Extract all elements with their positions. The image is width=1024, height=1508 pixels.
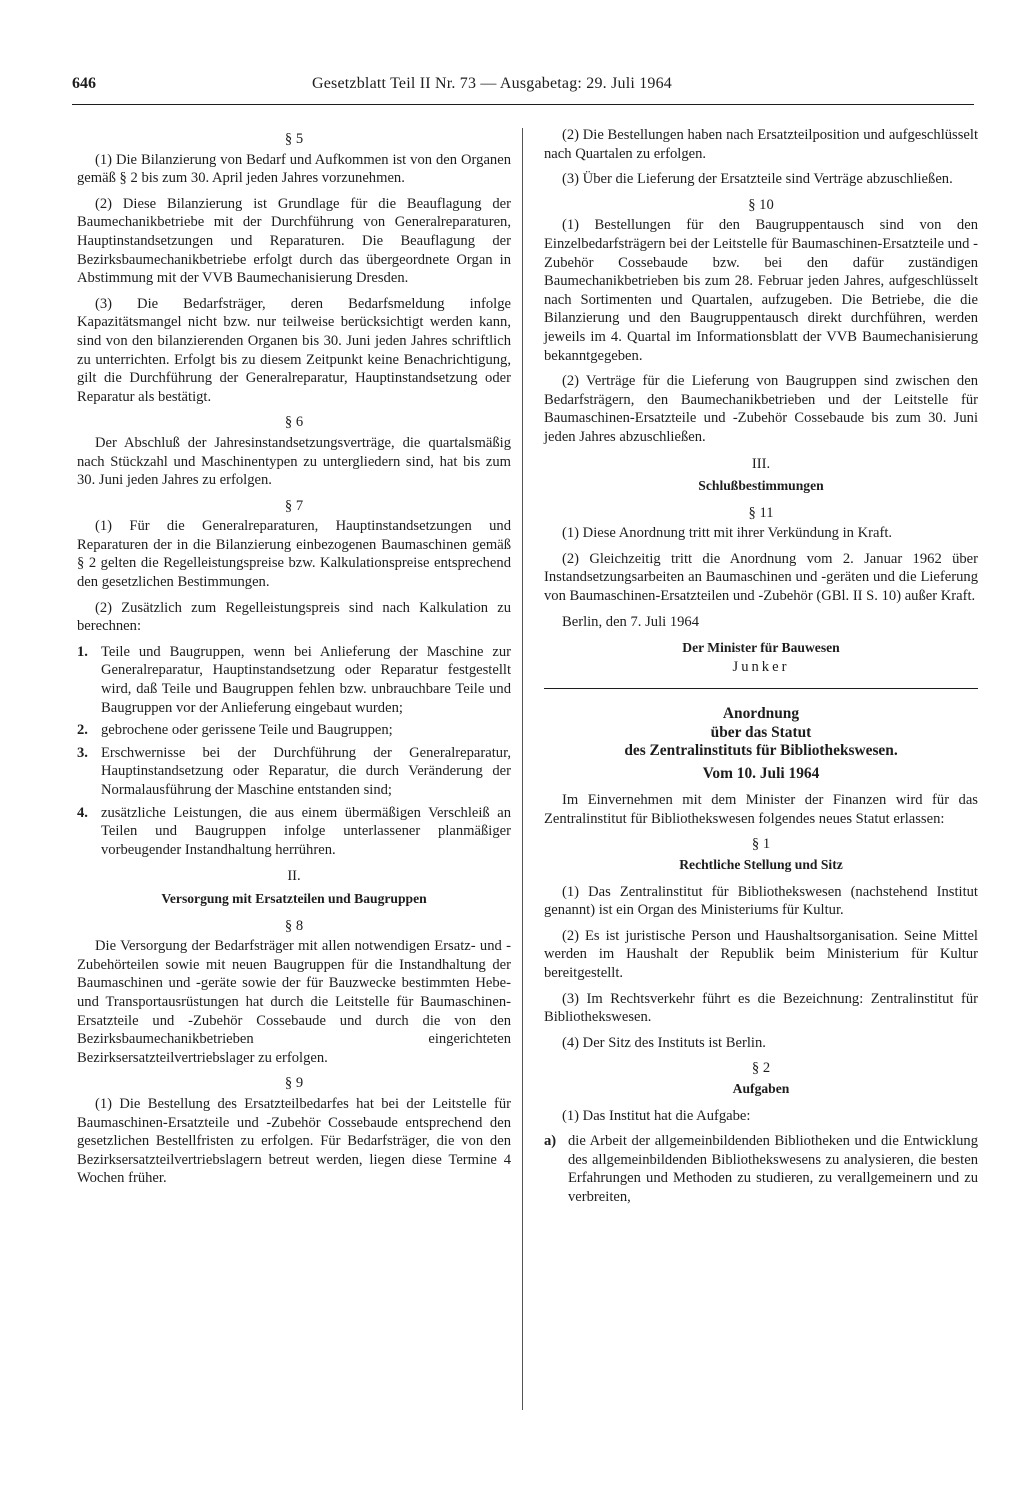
list-item-label: a) <box>544 1133 557 1150</box>
part-3-numeral: III. <box>751 455 771 472</box>
signer-name: Junker <box>732 658 790 675</box>
signer-title: Der Minister für Bauwesen <box>682 640 840 656</box>
section-5-para-1: (1) Die Bilanzierung von Bedarf und Aufkommen ist von den Organen gemäß § 2 bis zum 30. April jeden Jahres vorzunehmen. <box>77 151 511 187</box>
statute-section-1-para-2: (2) Es ist juristische Person und Haushaltsorganisation. Seine Mittel werden im Haushalt der Republik beim Ministerium für Kultur bereitgestellt. <box>544 927 978 981</box>
statute-section-1-para-3: (3) Im Rechtsverkehr führt es die Bezeichnung: Zentralinstitut für Bibliothekswesen. <box>544 990 978 1026</box>
statute-section-2-list <box>544 1132 978 1206</box>
section-9-para-2: (2) Die Bestellungen haben nach Ersatzteilposition und aufgeschlüsselt nach Quartalen zu erfolgen. <box>544 127 978 162</box>
header-rule <box>72 104 974 105</box>
header-title: Gesetzblatt Teil II Nr. 73 — Ausgabetag: 29. Juli 1964 <box>312 75 672 92</box>
section-6-para-1: Der Abschluß der Jahresinstandsetzungsverträge, die quartalsmäßig nach Stückzahl und Maschinentypen zu untergliedern sind, hat bis zum 30. Juni jeden Jahres zu erfolgen. <box>77 434 511 489</box>
page-number: 646 <box>72 75 96 92</box>
section-6-label: § 6 <box>284 414 304 431</box>
section-5-para-3: (3) Die Bedarfsträger, deren Bedarfsmeldung infolge Kapazitätsmangel nicht bzw. nur teilweise berücksichtigt werden kann, sind von den bilanzierenden Organen bis 30. Juni jeden Jahres schriftlich zu unterrichten. Erfolgt bis zu diesem Zeitpunkt keine Benachrichtigung, gilt die Durchführung der Generalreparatur, Hauptinstandsetzung oder Reparatur als bestätigt. <box>77 295 511 405</box>
anordnung-title-1: Anordnung <box>722 705 800 723</box>
anordnung-title-2: über das Statut <box>710 723 812 741</box>
list-item-text: Teile und Baugruppen, wenn bei Anlieferung der Maschine zur Generalreparatur, Hauptinstandsetzung oder Reparatur festgestellt wird, daß Teile und Baugruppen fehlen bzw. unbrauchbare Teile und Baugruppen vor der Anlieferung eingebaut wurden; <box>101 643 511 716</box>
section-7-para-2: (2) Zusätzlich zum Regelleistungspreis sind nach Kalkulation zu berechnen: <box>77 599 511 635</box>
column-divider <box>522 128 523 1410</box>
statute-section-1-para-1: (1) Das Zentralinstitut für Bibliothekswesen (nachstehend Institut genannt) ist ein Organ des Ministeriums für Kultur. <box>544 883 978 919</box>
section-10-para-2: (2) Verträge für die Lieferung von Baugruppen sind zwischen den Bedarfsträgern, den Baumechanikbetrieben und der Leitstelle für Baumaschinen-Ersatzteile und -Zubehör Cossebaude bis zum 30. Juni jeden Jahres abzuschließen. <box>544 373 978 445</box>
section-5-label: § 5 <box>284 131 304 147</box>
section-10-label: § 10 <box>748 196 774 213</box>
section-8-para-1: Die Versorgung der Bedarfsträger mit allen notwendigen Ersatz- und -Zubehörteilen sowie mit neuen Baugruppen für die Instandhaltung der Baumaschinen und -geräte sowie der für Bauzwecke bestimmten Hebe- und Transportausrüstungen hat durch die Leitstelle für Baumaschinen-Ersatzteile und -Zubehör Cossebaude und durch die von den Bezirksbaumechanikbetrieben eingerichteten Bezirksersatzteilvertriebslager zu erfolgen. <box>77 938 511 1066</box>
section-9-para-1: (1) Die Bestellung des Ersatzteilbedarfes hat bei der Leitstelle für Baumaschinen-Ersatzteile und -Zubehör Cossebaude entsprechend den gesetzlichen Bestellfristen zu erfolgen. Für Bedarfsträger, die von den Bezirksersatzteilvertriebslagern betreut werden, liegen diese Termine 4 Wochen früher. <box>77 1095 511 1187</box>
list-item-text: zusätzliche Leistungen, die aus einem übermäßigen Verschleiß an Teilen und Baugruppen infolge unterlassener planmäßiger vorbeugender Instandhaltung herrühren. <box>101 804 511 858</box>
section-9-label: § 9 <box>284 1075 304 1092</box>
section-11-para-2: (2) Gleichzeitig tritt die Anordnung vom 2. Januar 1962 über Instandsetzungsarbeiten an Baumaschinen und -geräten und die Lieferung von Baumaschinen-Ersatzteilen und -Zubehör (GBl. II S. 10) außer Kraft. <box>544 550 978 605</box>
list-item-label: 3. <box>77 744 88 761</box>
section-9-para-3: (3) Über die Lieferung der Ersatzteile sind Verträge abzuschließen. <box>562 171 953 188</box>
section-8-label: § 8 <box>284 917 304 934</box>
section-7-para-1: (1) Für die Generalreparaturen, Hauptinstandsetzungen und Reparaturen der in die Bilanzierung einbezogenen Baumaschinen gemäß § 2 gelten die Regelleistungspreise bzw. Kalkulationspreise entsprechend den gesetzlichen Bestimmungen. <box>77 518 511 591</box>
list-item-text: gebrochene oder gerissene Teile und Baugruppen; <box>101 722 393 739</box>
page-header <box>72 72 974 96</box>
place-date: Berlin, den 7. Juli 1964 <box>562 613 700 630</box>
statute-section-1-label: § 1 <box>751 836 771 853</box>
statute-section-1-para-4: (4) Der Sitz des Instituts ist Berlin. <box>562 1034 766 1051</box>
section-11-para-1: (1) Diese Anordnung tritt mit ihrer Verkündung in Kraft. <box>562 525 893 542</box>
list-item <box>77 804 511 860</box>
list-item <box>77 721 511 740</box>
list-item-label: 2. <box>77 722 88 739</box>
section-11-label: § 11 <box>748 504 774 521</box>
list-item-text: Erschwernisse bei der Durchführung der Generalreparatur, Hauptinstandsetzung oder Reparatur, die durch Veränderung der Normalausführung der Maschine entstanden sind; <box>101 744 511 798</box>
part-2-numeral: II. <box>287 868 301 885</box>
section-7-label: § 7 <box>284 497 304 514</box>
statute-section-2-heading: Aufgaben <box>732 1080 790 1096</box>
article-separator <box>544 688 978 689</box>
part-3-heading: Schlußbestimmungen <box>698 478 824 494</box>
right-column <box>544 126 978 1213</box>
section-5-para-2: (2) Diese Bilanzierung ist Grundlage für die Beauflagung der Baumechanikbetriebe mit der Durchführung von Generalreparaturen, Hauptinstandsetzungen und Reparaturen. Die Beauflagung der Bezirksbaumechanikbetriebe erfolgt durch das übergeordnete Organ in Abstimmung mit der VVB Baumechanisierung Dresden. <box>77 195 511 287</box>
part-2-heading: Versorgung mit Ersatzteilen und Baugruppen <box>161 890 427 906</box>
statute-section-2-label: § 2 <box>751 1060 771 1077</box>
left-column <box>77 126 511 1195</box>
anordnung-date: Vom 10. Juli 1964 <box>702 764 820 782</box>
list-item-label: 4. <box>77 804 88 821</box>
list-item-label: 1. <box>77 643 88 660</box>
list-item <box>77 744 511 800</box>
statute-section-2-para-1: (1) Das Institut hat die Aufgabe: <box>562 1107 751 1124</box>
section-10-para-1: (1) Bestellungen für den Baugruppentausch sind von den Einzelbedarfsträgern bei der Leitstelle für Baumaschinen-Ersatzteile und -Zubehör Cossebaude bzw. bei den dafür zuständigen Baumechanikbetrieben bis zum 28. Februar jeden Jahres, aufgeschlüsselt nach Sortimenten und Quartalen, aufzugeben. Die Betriebe, die die Bilanzierung und den Baugruppentausch direkt durchführen, werden jeweils im 4. Quartal im Informationsblatt der VVB Baumechanisierung bekanntgegeben. <box>544 217 978 364</box>
list-item <box>77 643 511 717</box>
anordnung-intro: Im Einvernehmen mit dem Minister der Finanzen wird für das Zentralinstitut für Bibliothekswesen folgendes neues Statut erlassen: <box>544 792 978 827</box>
list-item-text: die Arbeit der allgemeinbildenden Bibliotheken und die Entwicklung des allgemeinbildenden Bibliothekswesens zu analysieren, die besten Erfahrungen und Methoden zu studieren, zu verallgemeinern und zu verbreiten, <box>568 1133 978 1205</box>
statute-section-1-heading: Rechtliche Stellung und Sitz <box>679 857 843 873</box>
anordnung-title-3: des Zentralinstituts für Bibliothekswesen. <box>624 742 898 760</box>
section-7-list <box>77 643 511 860</box>
list-item <box>544 1132 978 1206</box>
